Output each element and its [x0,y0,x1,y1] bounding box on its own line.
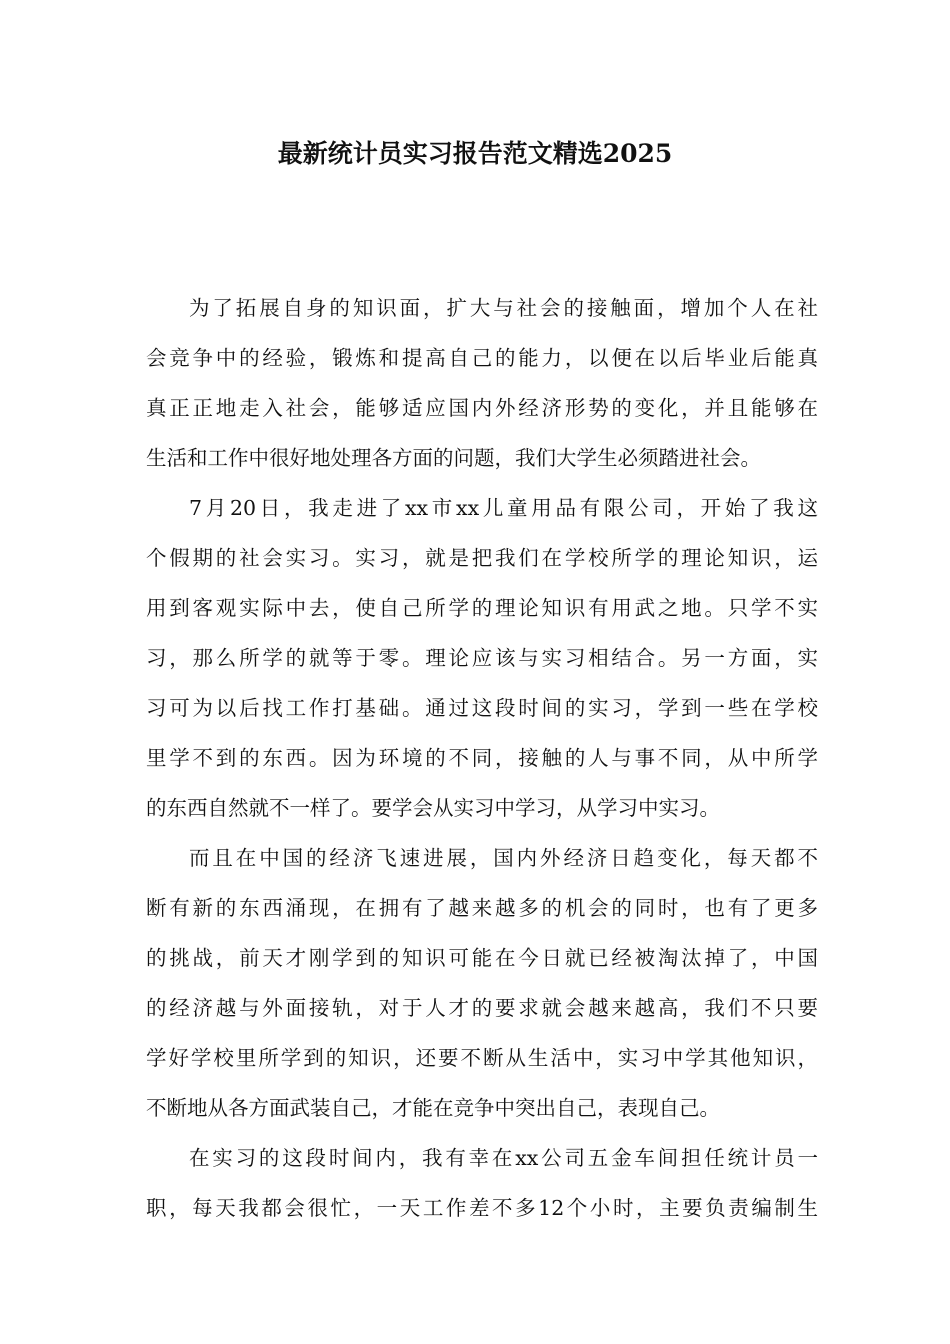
body-line: 用到客观实际中去，使自己所学的理论知识有用武之地。只学不实 [146,596,818,620]
body-line: 里学不到的东西。因为环境的不同，接触的人与事不同，从中所学 [146,746,818,770]
body-line: 生活和工作中很好地处理各方面的问题，我们大学生必须踏进社会。 [146,446,761,470]
body-line: 习，那么所学的就等于零。理论应该与实习相结合。另一方面，实 [146,646,818,670]
body-line: 而且在中国的经济飞速进展，国内外经济日趋变化，每天都不 [189,846,818,870]
document-title: 最新统计员实习报告范文精选2025 [277,139,673,168]
document-body [146,283,818,1233]
body-line: 的东西自然就不一样了。要学会从实习中学习，从学习中实习。 [146,796,720,820]
body-line: 的经济越与外面接轨，对于人才的要求就会越来越高，我们不只要 [146,996,818,1020]
body-line: 为了拓展自身的知识面，扩大与社会的接触面，增加个人在社 [189,296,818,320]
body-line: 断有新的东西涌现，在拥有了越来越多的机会的同时，也有了更多 [146,896,818,920]
body-line: 真正正地走入社会，能够适应国内外经济形势的变化，并且能够在 [146,396,818,420]
body-line: 在实习的这段时间内，我有幸在xx公司五金车间担任统计员一 [189,1146,818,1170]
body-line: 的挑战，前天才刚学到的知识可能在今日就已经被淘汰掉了，中国 [146,946,818,970]
body-line: 职，每天我都会很忙，一天工作差不多12个小时，主要负责编制生 [146,1196,818,1220]
body-line: 不断地从各方面武装自己，才能在竞争中突出自己，表现自己。 [146,1096,720,1120]
body-line: 7月20日，我走进了xx市xx儿童用品有限公司，开始了我这 [189,496,818,520]
body-line: 习可为以后找工作打基础。通过这段时间的实习，学到一些在学校 [146,696,818,720]
body-line: 学好学校里所学到的知识，还要不断从生活中，实习中学其他知识， [146,1046,818,1070]
body-line: 个假期的社会实习。实习，就是把我们在学校所学的理论知识，运 [146,546,818,570]
body-line: 会竞争中的经验，锻炼和提高自己的能力，以便在以后毕业后能真 [146,346,818,370]
